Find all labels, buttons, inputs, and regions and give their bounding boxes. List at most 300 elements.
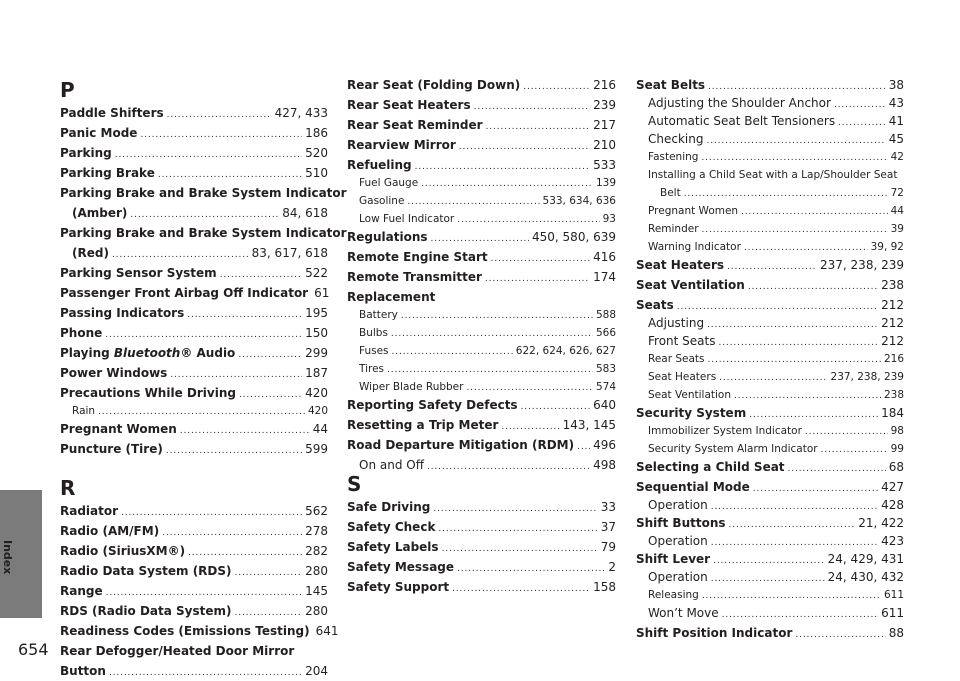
- index-entry[interactable]: [60, 604, 328, 621]
- leader-dots: [821, 442, 888, 458]
- page-references: 238: [883, 389, 904, 401]
- page-references: 299: [305, 346, 328, 360]
- entry-label: RDS (Radio Data System): [60, 604, 232, 618]
- leader-dots: [741, 204, 888, 220]
- page-references: 174: [593, 270, 616, 284]
- leader-dots: [486, 118, 591, 135]
- leader-dots: [788, 460, 886, 477]
- page-references: 184: [881, 406, 904, 420]
- entry-label: Gasoline: [359, 195, 405, 207]
- leader-dots: [748, 278, 878, 295]
- entry-label: Power Windows: [60, 366, 168, 380]
- entry-label: Parking: [60, 146, 112, 160]
- leader-dots: [722, 606, 878, 623]
- page-references: 83, 617, 618: [251, 246, 328, 260]
- index-entry[interactable]: [347, 118, 616, 135]
- page-references: 562: [305, 504, 328, 518]
- leader-dots: [392, 344, 513, 360]
- index-entry[interactable]: [636, 480, 904, 497]
- entry-label: Shift Lever: [636, 552, 711, 566]
- index-subentry[interactable]: [636, 370, 904, 386]
- index-entry[interactable]: [347, 158, 616, 175]
- index-subentry[interactable]: [347, 194, 616, 210]
- index-subentry[interactable]: [347, 308, 616, 324]
- entry-label: Radio (SiriusXM®): [60, 544, 186, 558]
- index-entry[interactable]: [636, 78, 904, 95]
- index-entry[interactable]: [347, 78, 616, 95]
- page-references: 41: [888, 114, 904, 128]
- leader-dots: [121, 504, 302, 521]
- leader-dots: [415, 158, 590, 175]
- leader-dots: [431, 230, 530, 247]
- index-entry[interactable]: [60, 266, 328, 283]
- index-entry[interactable]: [60, 146, 328, 163]
- leader-dots: [491, 250, 590, 267]
- index-entry[interactable]: [347, 560, 616, 577]
- page-references: 237, 238, 239: [830, 371, 904, 383]
- index-subentry[interactable]: [636, 168, 904, 202]
- entry-label: Passenger Front Airbag Off Indicator: [60, 286, 309, 300]
- leader-dots: [711, 534, 878, 551]
- leader-dots: [457, 560, 605, 577]
- index-entry[interactable]: [60, 346, 328, 363]
- section-letter: R: [60, 476, 76, 500]
- leader-dots: [711, 498, 878, 515]
- leader-dots: [749, 406, 878, 423]
- leader-dots: [238, 346, 302, 363]
- page-references: 37: [600, 520, 616, 534]
- page-references: 42: [890, 151, 904, 163]
- page-references: 44: [312, 422, 328, 436]
- leader-dots: [459, 138, 590, 155]
- index-subentry[interactable]: [636, 534, 904, 551]
- entry-label: Shift Position Indicator: [636, 626, 793, 640]
- leader-dots: [166, 442, 302, 459]
- entry-label: Range: [60, 584, 103, 598]
- leader-dots: [702, 222, 888, 238]
- index-entry[interactable]: [347, 418, 616, 435]
- leader-dots: [501, 418, 559, 435]
- entry-label: Automatic Seat Belt Tensioners: [648, 114, 836, 128]
- entry-label: Won’t Move: [648, 606, 719, 620]
- entry-label: Seats: [636, 298, 674, 312]
- entry-label: Selecting a Child Seat: [636, 460, 785, 474]
- index-entry[interactable]: [347, 438, 616, 455]
- index-subentry[interactable]: [636, 442, 904, 458]
- entry-label: Seat Ventilation: [636, 278, 745, 292]
- page-references: 72: [890, 187, 904, 199]
- index-entry[interactable]: [636, 460, 904, 477]
- entry-label: Wiper Blade Rubber: [359, 381, 464, 393]
- page-references: 143, 145: [562, 418, 616, 432]
- entry-label: Panic Mode: [60, 126, 138, 140]
- entry-label: Precautions While Driving: [60, 386, 236, 400]
- page-references: 212: [881, 298, 904, 312]
- entry-label: Seat Ventilation: [648, 389, 731, 401]
- index-entry[interactable]: [60, 624, 339, 641]
- entry-label: Rear Seat Reminder: [347, 118, 483, 132]
- index-subentry[interactable]: [636, 114, 904, 131]
- leader-dots: [466, 380, 593, 396]
- index-entry[interactable]: [347, 520, 616, 537]
- page-references: 566: [595, 327, 616, 339]
- entry-label: Rear Defogger/Heated Door Mirror: [60, 644, 295, 658]
- page-references: 533: [593, 158, 616, 172]
- page-references: 45: [888, 132, 904, 146]
- page-references: 88: [888, 626, 904, 640]
- page-references: 533, 634, 636: [542, 195, 616, 207]
- index-subentry[interactable]: [347, 380, 616, 396]
- page-references: 24, 430, 432: [827, 570, 904, 584]
- page-references: 210: [593, 138, 616, 152]
- index-subentry[interactable]: [636, 498, 904, 515]
- page-references: 84, 618: [282, 206, 328, 220]
- index-entry[interactable]: [60, 644, 328, 681]
- leader-dots: [188, 544, 302, 561]
- leader-dots: [729, 516, 856, 533]
- entry-label: Refueling: [347, 158, 412, 172]
- leader-dots: [719, 370, 827, 386]
- index-entry[interactable]: [636, 298, 904, 315]
- leader-dots: [718, 334, 878, 351]
- index-subentry[interactable]: [60, 404, 328, 420]
- section-letter: S: [347, 472, 362, 496]
- index-entry[interactable]: [636, 258, 904, 275]
- entry-label: Fuel Gauge: [359, 177, 419, 189]
- entry-label: Road Departure Mitigation (RDM): [347, 438, 575, 452]
- leader-dots: [109, 664, 302, 681]
- entry-label: Pregnant Women: [60, 422, 177, 436]
- leader-dots: [708, 352, 881, 368]
- index-subentry[interactable]: [636, 606, 904, 623]
- page-references: 217: [593, 118, 616, 132]
- entry-label: Paddle Shifters: [60, 106, 164, 120]
- index-entry[interactable]: [347, 98, 616, 115]
- index-entry[interactable]: [60, 106, 328, 123]
- entry-label: Rain: [72, 405, 96, 417]
- index-entry[interactable]: [347, 270, 616, 287]
- index-subentry[interactable]: [636, 334, 904, 351]
- leader-dots: [457, 212, 599, 228]
- leader-dots: [577, 438, 590, 455]
- leader-dots: [167, 106, 272, 123]
- page-references: 195: [305, 306, 328, 320]
- index-entry[interactable]: [347, 290, 616, 305]
- entry-label: Installing a Child Seat with a Lap/Shoulder Seat: [648, 169, 898, 181]
- entry-label: Rear Seat (Folding Down): [347, 78, 521, 92]
- index-entry[interactable]: [60, 422, 328, 439]
- entry-label: Safety Labels: [347, 540, 439, 554]
- index-subentry[interactable]: [636, 388, 904, 404]
- page-references: 98: [890, 425, 904, 437]
- index-subentry[interactable]: [636, 352, 904, 368]
- index-entry[interactable]: [60, 564, 328, 581]
- page-references: 43: [888, 96, 904, 110]
- page-references: 641: [315, 624, 339, 638]
- leader-dots: [805, 424, 888, 440]
- leader-dots: [834, 96, 886, 113]
- leader-dots: [180, 422, 310, 439]
- page-references: 280: [305, 564, 328, 578]
- entry-label: Parking Brake: [60, 166, 155, 180]
- index-entry[interactable]: [60, 584, 328, 601]
- page-references: 145: [305, 584, 328, 598]
- entry-label: Fuses: [359, 345, 389, 357]
- entry-label: Fastening: [648, 151, 699, 163]
- leader-dots: [485, 270, 590, 287]
- page-references: 79: [600, 540, 616, 554]
- entry-label: Parking Brake and Brake System Indicator: [60, 226, 347, 240]
- entry-label: Safe Driving: [347, 500, 431, 514]
- index-subentry[interactable]: [347, 458, 616, 475]
- index-entry[interactable]: [347, 540, 616, 557]
- entry-label: Low Fuel Indicator: [359, 213, 455, 225]
- page-references: 278: [305, 524, 328, 538]
- page-references: 583: [595, 363, 616, 375]
- leader-dots: [98, 404, 305, 420]
- leader-dots: [106, 584, 302, 601]
- index-subentry[interactable]: [636, 222, 904, 238]
- entry-label: On and Off: [359, 458, 424, 472]
- page-references: 24, 429, 431: [827, 552, 904, 566]
- index-entry[interactable]: [60, 306, 328, 323]
- index-entry[interactable]: [60, 442, 328, 459]
- entry-label-continued: (Amber): [72, 206, 128, 220]
- leader-dots: [727, 258, 817, 275]
- entry-label: Pregnant Women: [648, 205, 739, 217]
- leader-dots: [130, 206, 279, 223]
- page-references: 423: [881, 534, 904, 548]
- index-entry[interactable]: [636, 626, 904, 643]
- entry-label: Security System: [636, 406, 747, 420]
- page-references: 427: [881, 480, 904, 494]
- entry-label: Rear Seats: [648, 353, 705, 365]
- page-references: 611: [883, 589, 904, 601]
- entry-label: Warning Indicator: [648, 241, 741, 253]
- index-subentry[interactable]: [347, 326, 616, 342]
- index-entry[interactable]: [60, 524, 328, 541]
- entry-label-continued: Button: [60, 664, 106, 678]
- leader-dots: [427, 458, 590, 475]
- index-sidebar: [0, 0, 49, 678]
- page-references: 496: [593, 438, 616, 452]
- leader-dots: [713, 552, 825, 569]
- entry-label-continued: (Red): [72, 246, 109, 260]
- index-subentry[interactable]: [636, 204, 904, 220]
- index-subentry[interactable]: [636, 96, 904, 113]
- page-references: 216: [883, 353, 904, 365]
- leader-dots: [452, 580, 590, 597]
- index-entry[interactable]: [636, 516, 904, 533]
- page-references: 33: [600, 500, 616, 514]
- entry-label: Checking: [648, 132, 704, 146]
- page-references: 39: [890, 223, 904, 235]
- entry-label: Immobilizer System Indicator: [648, 425, 802, 437]
- page-references: 520: [305, 146, 328, 160]
- entry-label: Phone: [60, 326, 103, 340]
- section-letter: P: [60, 78, 75, 102]
- page-references: 588: [595, 309, 616, 321]
- entry-label: Parking Sensor System: [60, 266, 217, 280]
- entry-label: Seat Heaters: [636, 258, 725, 272]
- leader-dots: [407, 194, 539, 210]
- entry-label: Puncture (Tire): [60, 442, 163, 456]
- entry-label: Releasing: [648, 589, 699, 601]
- entry-label: Safety Message: [347, 560, 455, 574]
- entry-label: Playing Bluetooth® Audio: [60, 346, 236, 360]
- entry-label: Seat Heaters: [648, 371, 717, 383]
- page-references: 450, 580, 639: [532, 230, 616, 244]
- page-references: 2: [608, 560, 616, 574]
- leader-dots: [158, 166, 302, 183]
- entry-label: Remote Transmitter: [347, 270, 482, 284]
- entry-label: Radio Data System (RDS): [60, 564, 232, 578]
- page-references: 212: [881, 334, 904, 348]
- index-entry[interactable]: [60, 386, 328, 403]
- page-references: 280: [305, 604, 328, 618]
- entry-label: Reminder: [648, 223, 699, 235]
- page-references: 640: [593, 398, 616, 412]
- entry-label: Tires: [359, 363, 385, 375]
- leader-dots: [701, 150, 887, 166]
- page-references: 21, 422: [858, 516, 904, 530]
- index-entry[interactable]: [60, 126, 328, 143]
- page-references: 498: [593, 458, 616, 472]
- leader-dots: [401, 308, 593, 324]
- index-subentry[interactable]: [636, 424, 904, 440]
- index-entry[interactable]: [347, 230, 616, 247]
- index-entry[interactable]: [60, 326, 328, 343]
- leader-dots: [734, 388, 881, 404]
- page-references: 38: [888, 78, 904, 92]
- page-references: 599: [305, 442, 328, 456]
- page-references: 204: [305, 664, 328, 678]
- leader-dots: [239, 386, 302, 403]
- index-entry[interactable]: [347, 138, 616, 155]
- leader-dots: [744, 240, 868, 256]
- entry-label: Shift Buttons: [636, 516, 726, 530]
- leader-dots: [521, 398, 591, 415]
- leader-dots: [220, 266, 302, 283]
- page-references: 420: [307, 405, 328, 417]
- page-references: 622, 624, 626, 627: [515, 345, 616, 357]
- index-entry[interactable]: [60, 366, 328, 383]
- index-entry[interactable]: [347, 250, 616, 267]
- entry-label: Sequential Mode: [636, 480, 750, 494]
- index-entry[interactable]: [347, 580, 616, 597]
- index-subentry[interactable]: [347, 212, 616, 228]
- index-entry[interactable]: [60, 166, 328, 183]
- entry-label: Adjusting: [648, 316, 705, 330]
- leader-dots: [391, 326, 593, 342]
- leader-dots: [187, 306, 302, 323]
- entry-label: Reporting Safety Defects: [347, 398, 518, 412]
- page-references: 238: [881, 278, 904, 292]
- entry-label: Battery: [359, 309, 398, 321]
- leader-dots: [235, 604, 303, 621]
- entry-label: Bulbs: [359, 327, 388, 339]
- leader-dots: [140, 126, 302, 143]
- page-references: 428: [881, 498, 904, 512]
- page-references: 416: [593, 250, 616, 264]
- page-references: 216: [593, 78, 616, 92]
- page-references: 239: [593, 98, 616, 112]
- leader-dots: [474, 98, 591, 115]
- entry-label: Operation: [648, 570, 708, 584]
- leader-dots: [421, 176, 593, 192]
- entry-label: Readiness Codes (Emissions Testing): [60, 624, 310, 638]
- leader-dots: [708, 78, 886, 95]
- page-number: 654: [18, 640, 49, 659]
- leader-dots: [523, 78, 590, 95]
- leader-dots: [795, 626, 885, 643]
- entry-label: Rear Seat Heaters: [347, 98, 471, 112]
- leader-dots: [115, 146, 302, 163]
- entry-label: Front Seats: [648, 334, 716, 348]
- entry-label: Replacement: [347, 290, 436, 304]
- page-references: 282: [305, 544, 328, 558]
- index-entry[interactable]: [60, 286, 328, 303]
- page-references: 510: [305, 166, 328, 180]
- index-entry[interactable]: [60, 544, 328, 561]
- page-references: 61: [314, 286, 330, 300]
- entry-label: Rearview Mirror: [347, 138, 456, 152]
- index-entry[interactable]: [60, 504, 328, 521]
- page-references: 44: [890, 205, 904, 217]
- index-subentry[interactable]: [636, 316, 904, 333]
- index-entry[interactable]: [347, 500, 616, 517]
- leader-dots: [442, 540, 598, 557]
- leader-dots: [706, 132, 885, 149]
- index-subentry[interactable]: [347, 344, 616, 360]
- page-references: 420: [305, 386, 328, 400]
- index-entry[interactable]: [636, 552, 904, 569]
- entry-label: Seat Belts: [636, 78, 706, 92]
- index-subentry[interactable]: [636, 150, 904, 166]
- entry-label: Adjusting the Shoulder Anchor: [648, 96, 831, 110]
- entry-label: Safety Check: [347, 520, 436, 534]
- index-entry[interactable]: [347, 398, 616, 415]
- leader-dots: [838, 114, 886, 131]
- index-subentry[interactable]: [347, 176, 616, 192]
- leader-dots: [112, 246, 249, 263]
- index-subentry[interactable]: [636, 132, 904, 149]
- entry-label: Operation: [648, 534, 708, 548]
- index-subentry[interactable]: [636, 588, 904, 604]
- entry-label: Radiator: [60, 504, 119, 518]
- leader-dots: [170, 366, 302, 383]
- index-subentry[interactable]: [347, 362, 616, 378]
- leader-dots: [702, 588, 881, 604]
- page-references: 611: [881, 606, 904, 620]
- entry-label: Safety Support: [347, 580, 450, 594]
- index-entry[interactable]: [636, 278, 904, 295]
- leader-dots: [711, 570, 825, 587]
- index-entry[interactable]: [60, 186, 347, 223]
- index-subentry[interactable]: [636, 240, 904, 256]
- page-references: 187: [305, 366, 328, 380]
- page-references: 93: [602, 213, 616, 225]
- leader-dots: [433, 500, 597, 517]
- page-references: 139: [595, 177, 616, 189]
- index-entry[interactable]: [636, 406, 904, 423]
- leader-dots: [162, 524, 302, 541]
- page-references: 186: [305, 126, 328, 140]
- page-references: 158: [593, 580, 616, 594]
- index-subentry[interactable]: [636, 570, 904, 587]
- entry-label: Radio (AM/FM): [60, 524, 160, 538]
- index-entry[interactable]: [60, 226, 347, 263]
